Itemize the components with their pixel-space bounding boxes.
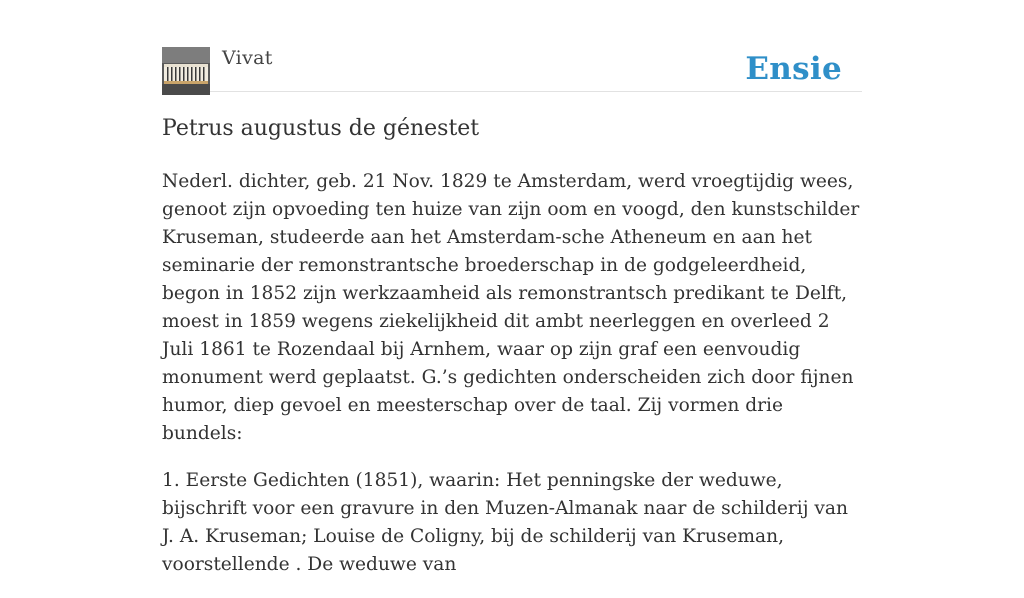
article-paragraph: 1. Eerste Gedichten (1851), waarin: Het penningske der weduwe, bijschrift voor een gravure in den Muzen-Almanak naar de schilderij van J. A. Kruseman; Louise de Coligny, bij de schilderij van Kruseman, voorstellende . De weduwe van bbox=[162, 470, 848, 575]
brand-logo[interactable]: Ensie bbox=[745, 51, 842, 87]
bookshelf-avatar-icon[interactable] bbox=[162, 47, 210, 95]
site-name[interactable]: Vivat bbox=[222, 47, 273, 69]
site-header bbox=[162, 46, 862, 92]
article-body bbox=[162, 168, 862, 598]
page-title: Petrus augustus de génestet bbox=[162, 116, 480, 141]
article-paragraph: Nederl. dichter, geb. 21 Nov. 1829 te Amsterdam, werd vroegtijdig wees, genoot zijn opvoeding ten huize van zijn oom en voogd, den kunstschilder Kruseman, studeerde aan het Amsterdam-sche Atheneum en aan het seminarie der remonstrantsche broederschap in de godgeleerdheid, begon in 1852 zijn werkzaamheid als remonstrantsch predikant te Delft, moest in 1859 wegens ziekelijkheid dit ambt neerleggen en overleed 2 Juli 1861 te Rozendaal bij Arnhem, waar op zijn graf een eenvoudig monument werd geplaatst. G.’s gedichten onderscheiden zich door fijnen humor, diep gevoel en meesterschap over de taal. Zij vormen drie bundels: bbox=[162, 171, 860, 444]
